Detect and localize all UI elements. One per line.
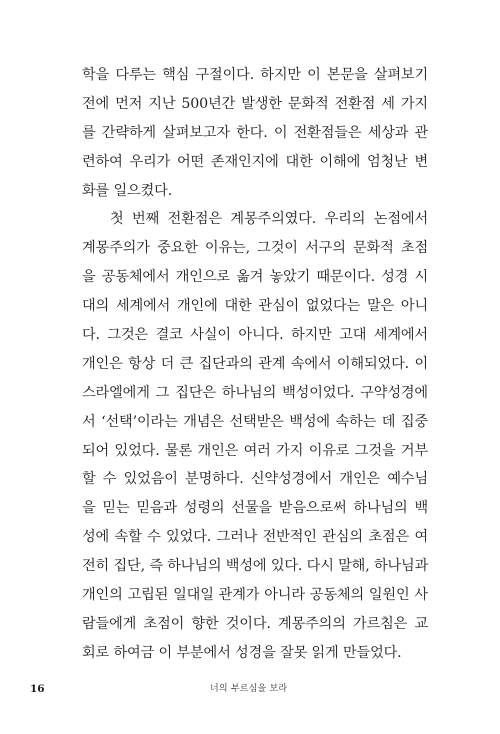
text-line: 개인은 항상 더 큰 집단과의 관계 속에서 이해되었다. 이	[82, 355, 428, 372]
text-line: 되어 있었다. 물론 개인은 여러 가지 이유로 그것을 거부	[82, 442, 428, 459]
text-line: 개인의 고립된 일대일 관계가 아니라 공동체의 일원인 사	[82, 587, 428, 604]
text-line: 화를 일으켰다.	[82, 182, 173, 199]
text-line: 계몽주의가 중요한 이유는, 그것이 서구의 문화적 초점	[82, 240, 428, 257]
text-line: 학을 다루는 핵심 구절이다. 하지만 이 본문을 살펴보기	[82, 67, 428, 83]
text-line: 대의 세계에서 개인에 대한 관심이 없었다는 말은 아니	[82, 298, 428, 315]
text-line: 전에 먼저 지난 500년간 발생한 문화적 전환점 세 가지	[82, 95, 428, 112]
text-line: 스라엘에게 그 집단은 하나님의 백성이었다. 구약성경에	[82, 384, 428, 401]
body-text	[82, 61, 428, 668]
text-line: 람들에게 초점이 향한 것이다. 계몽주의의 가르침은 교	[82, 615, 428, 632]
text-line: 서 ‘선택’이라는 개념은 선택받은 백성에 속하는 데 집중	[82, 413, 428, 430]
running-title: 너의 부르심을 보라	[210, 684, 288, 694]
paragraph-1	[82, 61, 428, 205]
page-number: 16	[30, 683, 45, 695]
paragraph-2	[82, 205, 428, 667]
text-line: 련하여 우리가 어떤 존재인지에 대한 이해에 엄청난 변	[82, 153, 428, 170]
text-line: 을 믿는 믿음과 성령의 선물을 받음으로써 하나님의 백	[82, 500, 428, 517]
text-line: 회로 하여금 이 부분에서 성경을 잘못 읽게 만들었다.	[82, 644, 402, 661]
text-line: 성에 속할 수 있었다. 그러나 전반적인 관심의 초점은 여	[82, 529, 428, 546]
page-footer	[30, 680, 430, 698]
text-line: 할 수 있었음이 분명하다. 신약성경에서 개인은 예수님	[82, 471, 428, 488]
text-line: 첫 번째 전환점은 계몽주의였다. 우리의 논점에서	[110, 211, 428, 228]
text-line: 을 공동체에서 개인으로 옮겨 놓았기 때문이다. 성경 시	[82, 269, 428, 286]
text-line: 를 간략하게 살펴보고자 한다. 이 전환점들은 세상과 관	[82, 124, 428, 141]
text-line: 다. 그것은 결코 사실이 아니다. 하지만 고대 세계에서	[82, 327, 428, 344]
text-line: 전히 집단, 즉 하나님의 백성에 있다. 다시 말해, 하나님과	[82, 558, 429, 575]
